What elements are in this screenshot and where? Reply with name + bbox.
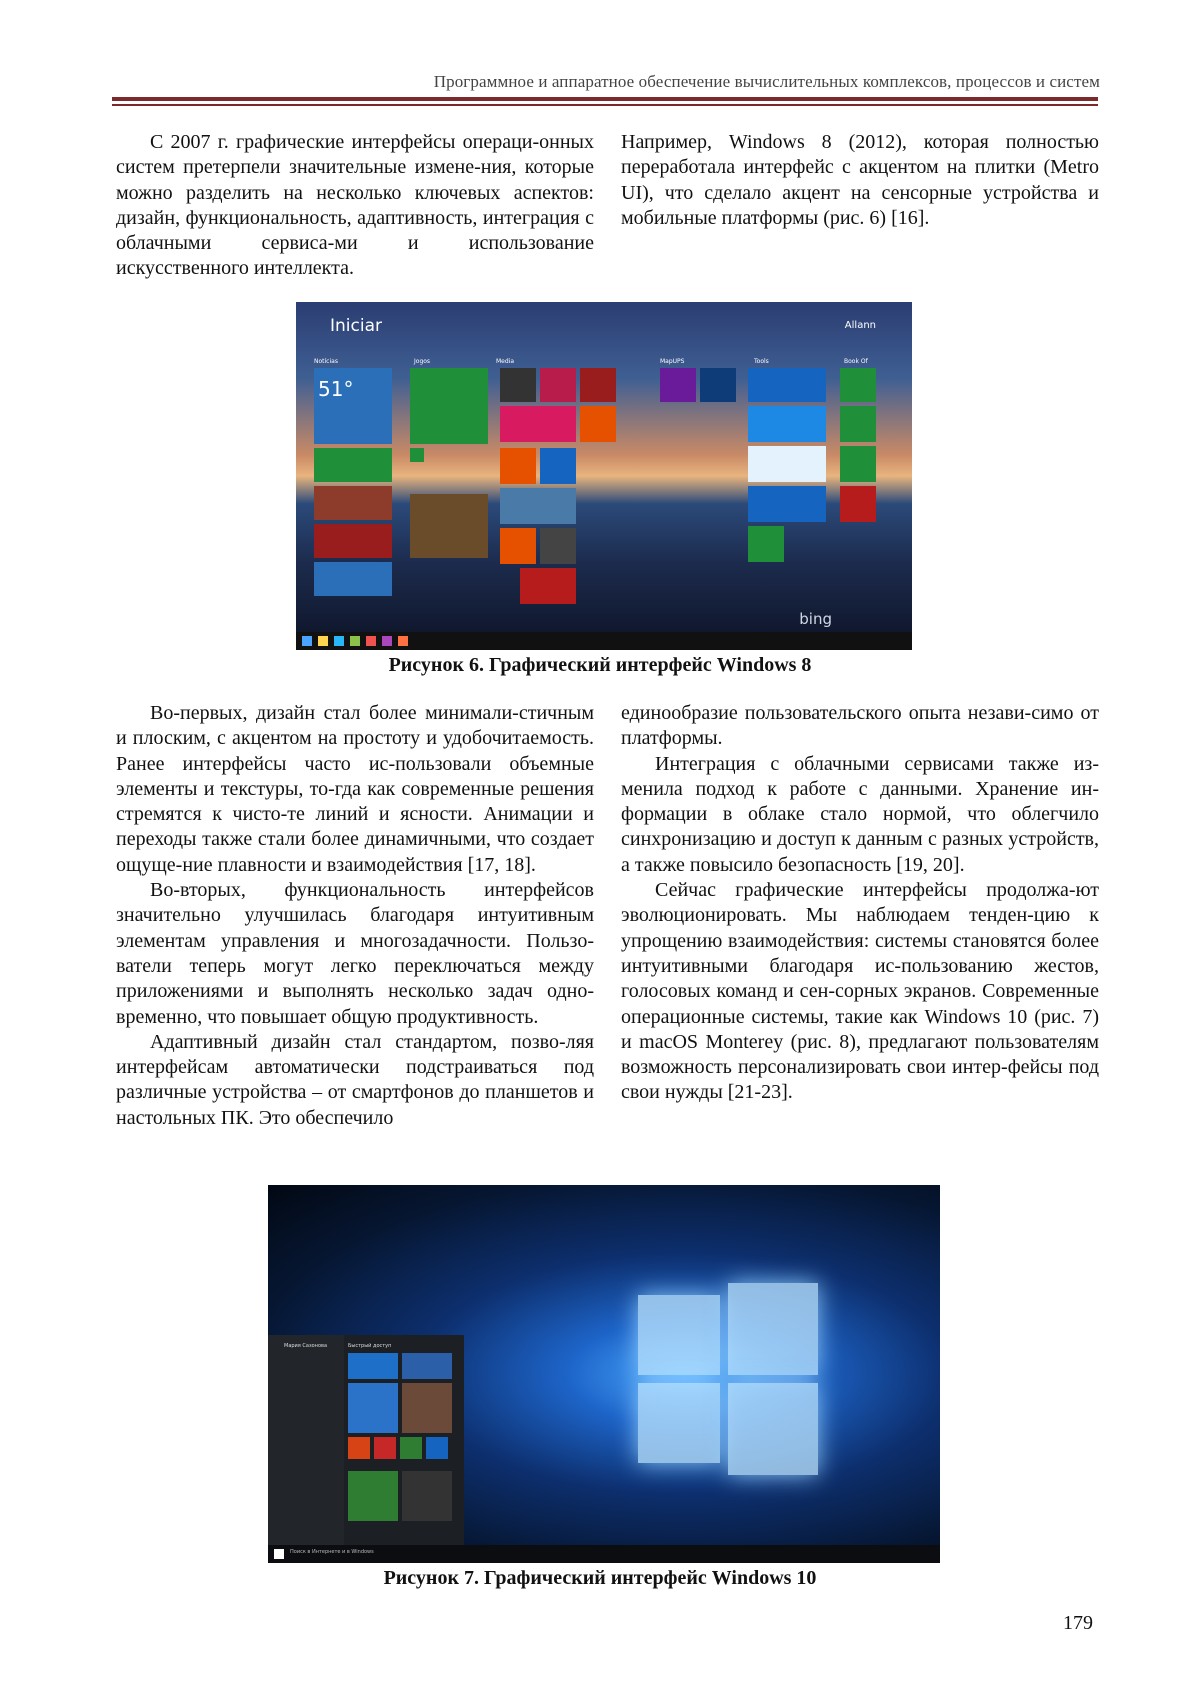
windows-logo — [638, 1275, 818, 1465]
user-name: Allann — [844, 320, 876, 331]
paragraph: единообразие пользовательского опыта незави-симо от платформы. — [621, 702, 1099, 750]
weather-temperature: 51° — [318, 377, 354, 401]
media-player-tile — [580, 406, 616, 442]
office-tile — [348, 1437, 370, 1459]
group-label: Media — [496, 358, 515, 365]
media-tile — [540, 368, 576, 402]
app-icon — [366, 636, 376, 646]
book-tile — [840, 368, 876, 402]
header-rule — [112, 97, 1098, 101]
figure7-caption: Рисунок 7. Графический интерфейс Windows 10 — [383, 1567, 817, 1589]
logo-pane — [728, 1283, 818, 1375]
group-label: Tools — [754, 358, 769, 365]
news-tile — [314, 524, 392, 558]
taskbar — [268, 1545, 940, 1563]
quick-access-label: Быстрый доступ — [348, 1343, 392, 1349]
header-title: Программное и аппаратное обеспечение вычислительных комплексов, процессов и систем — [433, 72, 1100, 91]
taskbar — [296, 632, 912, 650]
excel-tile — [400, 1437, 422, 1459]
taskbar-search: Поиск в Интернете и в Windows — [290, 1549, 374, 1555]
start-user-name: Мария Сазонова — [284, 1343, 328, 1349]
figure-windows8-screenshot — [296, 302, 912, 650]
app-icon — [398, 636, 408, 646]
group-label: Book Of — [844, 358, 868, 365]
tools-tile — [748, 368, 826, 402]
powerpoint-tile — [374, 1437, 396, 1459]
teamviewer-tile — [748, 406, 826, 442]
paragraph: Сейчас графические интерфейсы продолжа-ют эволюционировать. Мы наблюдаем тенден-цию к упрощению взаимодействия: системы становятся более интуитивными благодаря ис-пользованию жестов, голосовых команд и сен-сорных экранов. Современные операционные системы, такие как Windows 10 (рис. 7) и macOS Monterey (рис. 8), предлагают пользователям возможность персонализировать свои интер-фейсы под свои нужды [21-23]. — [621, 879, 1099, 1104]
photoshop-tile — [700, 368, 736, 402]
start-menu — [268, 1335, 464, 1545]
prime-tube-tile — [520, 568, 576, 604]
news-tile — [314, 562, 392, 596]
word-tile — [426, 1437, 448, 1459]
media-tile — [500, 368, 536, 402]
xbox-tile — [348, 1471, 398, 1521]
figure6-caption: Рисунок 6. Графический интерфейс Windows 8 — [388, 654, 812, 676]
app-icon — [350, 636, 360, 646]
music-tile — [500, 406, 576, 442]
paragraph: Например, Windows 8 (2012), которая полностью переработала интерфейс с акцентом на плитки (Metro UI), что сделало акцент на сенсорные устройства и мобильные платформы (рис. 6) [16]. — [621, 131, 1099, 229]
logo-pane — [638, 1295, 720, 1375]
games-tile — [410, 368, 488, 444]
paragraph: Адаптивный дизайн стал стандартом, позво-ляя интерфейсам автоматически подстраиваться под различные устройства – от смартфонов до планшетов и настольных ПК. Это обеспечило — [116, 1030, 594, 1129]
paragraph: Во-первых, дизайн стал более минимали-стичным и плоским, с акцентом на простоту и удобочитаемость. Ранее интерфейсы часто ис-пользовали объемные элементы и текстуры, то-гда как современные решения стремятся к чисто-те линий и ясности. Анимации и переходы также стали более динамичными, что создает ощуще-ние плавности и взаимодействия [17, 18]. — [116, 702, 594, 876]
video-tile — [500, 488, 576, 524]
group-label: Notícias — [314, 358, 338, 365]
logo-pane — [728, 1383, 818, 1475]
halo-tile — [402, 1471, 452, 1521]
book-tile — [840, 486, 876, 522]
headphones-tile — [500, 448, 536, 484]
middle-left-column — [116, 701, 594, 1131]
ie-icon — [334, 636, 344, 646]
group-label: MapUPS — [660, 358, 685, 365]
windows-icon — [274, 1549, 284, 1559]
start-screen-title: Iniciar — [330, 316, 382, 336]
people-tile — [402, 1383, 452, 1433]
app-icon — [382, 636, 392, 646]
xmind-tile — [500, 528, 536, 564]
paragraph: Интеграция с облачными сервисами также из-менила подход к работе с данными. Хранение ин-формации в облаке стало нормой, что облегчило синхронизацию и доступ к данным с разных устройств, а также повысило безопасность [19, 20]. — [621, 752, 1099, 876]
paragraph: С 2007 г. графические интерфейсы операци-онных систем претерпели значительные измене-ния, которые можно разделить на несколько ключевых аспектов: дизайн, функциональность, адаптивность, интеграция с облачными сервиса-ми и использование искусственного интеллекта. — [116, 131, 594, 280]
paragraph: Во-вторых, функциональность интерфейсов значительно улучшилась благодаря интуитивным элементам управления и многозадачности. Пользо-ватели теперь могут легко переключаться между приложениями и выполнять несколько задач одно-временно, что повышает общую продуктивность. — [116, 879, 594, 1028]
header-rule-thin — [112, 104, 1098, 106]
maps-tile — [660, 368, 696, 402]
media-tile — [580, 368, 616, 402]
finance-tile — [314, 448, 392, 482]
middle-right-column — [621, 701, 1099, 1106]
photos-tile — [348, 1383, 398, 1433]
headphones-tile — [540, 448, 576, 484]
group-label: Jogos — [414, 358, 431, 365]
photoshop-express-tile — [748, 446, 826, 482]
audio-tile — [540, 528, 576, 564]
book-tile — [840, 406, 876, 442]
games-small-tile — [410, 448, 424, 462]
onedrive-tile — [748, 486, 826, 522]
folder-icon — [318, 636, 328, 646]
windows-icon — [302, 636, 312, 646]
contacts-tile — [348, 1353, 398, 1379]
calendar-tile — [402, 1353, 452, 1379]
top-right-column — [621, 130, 1099, 231]
logo-pane — [638, 1383, 720, 1463]
page-number: 179 — [1063, 1612, 1093, 1634]
start-menu-apps-list — [268, 1335, 344, 1545]
top-left-column — [116, 130, 594, 282]
figure-windows10-screenshot — [268, 1185, 940, 1563]
asphalt-tile — [410, 494, 488, 558]
bing-logo: bing — [799, 610, 832, 628]
news-tile — [314, 486, 392, 520]
calculator-tile — [748, 526, 784, 562]
book-tile — [840, 446, 876, 482]
